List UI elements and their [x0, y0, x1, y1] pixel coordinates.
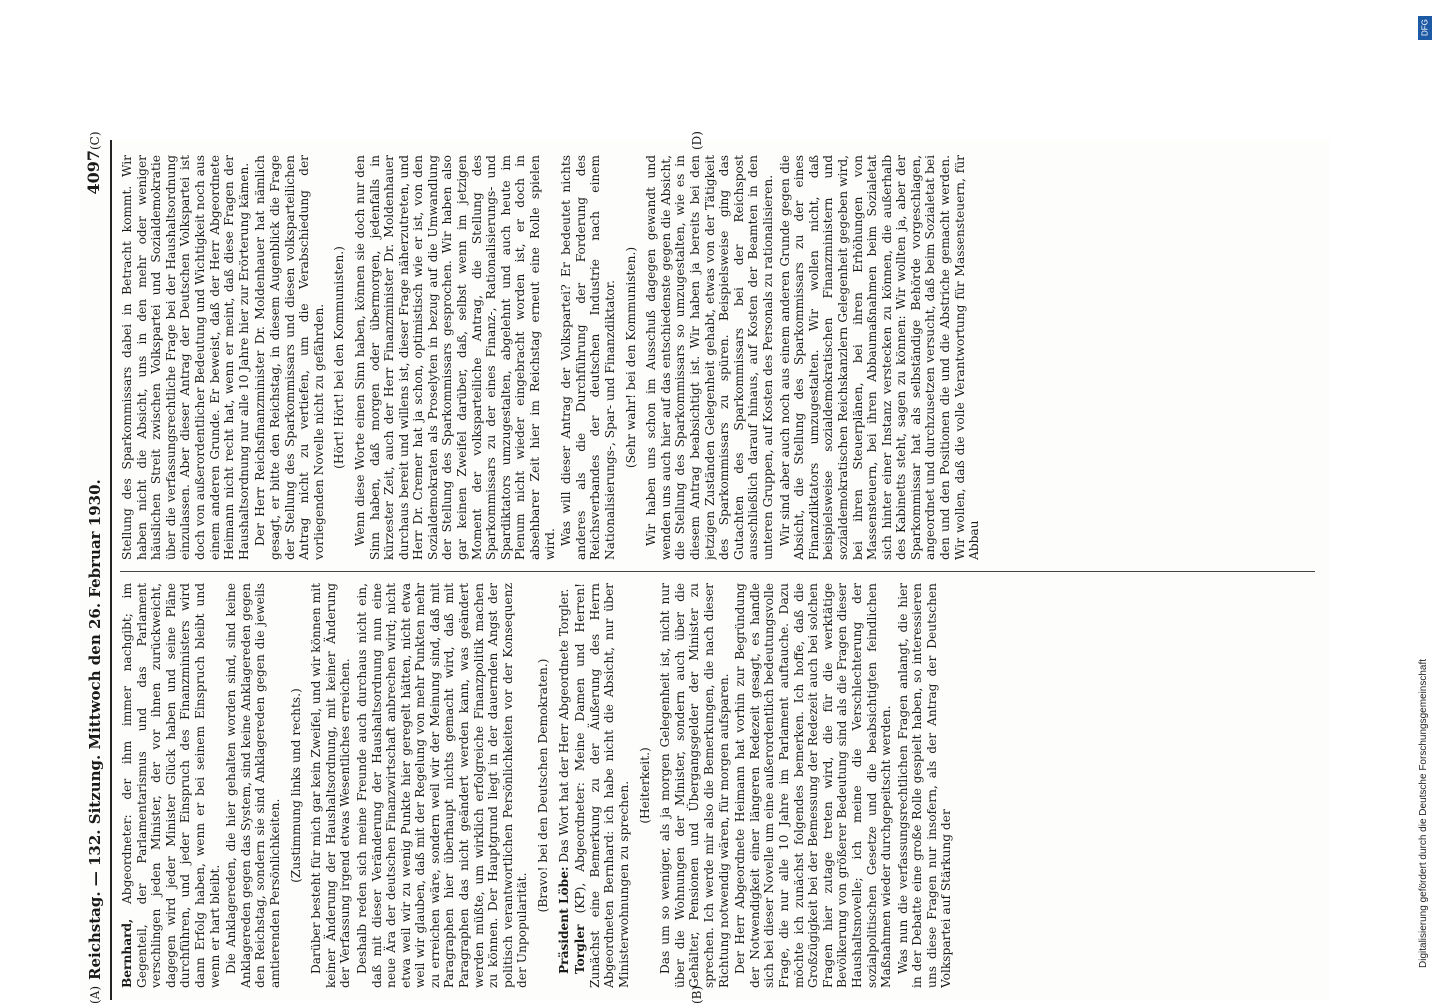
running-title: Reichstag. — 132. Sitzung. Mittwoch den 26. Februar 1930.	[86, 479, 104, 980]
paragraph	[573, 583, 631, 988]
speaker-role: Abgeordneter:	[120, 814, 134, 905]
paragraph: Der Herr Reichsfinanzminister Dr. Moldenhauer hat nämlich gesagt, er bitte den Reichstag, in diesem Augenblick die Frage der Stellung des Sparkommissars und diesen volksparteilichen Antrag nicht zu vertiefen, um die Verabschiedung der vorliegenden Novelle nicht zu gefährden.	[253, 155, 326, 560]
paragraph	[557, 583, 572, 988]
speaker-name: Bernhard,	[120, 918, 134, 988]
paragraph: Der Herr Abgeordnete Heimann hat vorhin zur Begründung der Notwendigkeit einer längeren Redezeit gesagt, es handle sich bei dieser Novelle um eine außerordentlich bedeutungsvolle Frage, die nur alle 10 Jahre im Parlament auftauche. Dazu möchte ich zunächst folgendes bemerken. Ich hoffe, daß die Großzügigkeit bei der Bemessung der Redezeit auch bei solchen Fragen hier zutage treten wird, die für die werktätige Bevölkerung von größerer Bedeutung sind als die Fragen dieser Haushaltsnovelle; ich meine die Verschlechterung der sozialpolitischen Gesetze und die beabsichtigten feindlichen Maßnahmen wieder durchgepeitscht werden.	[733, 583, 894, 988]
margin-marker-c: (C)	[88, 131, 102, 150]
paragraph: Stellung des Sparkommissars dabei in Betracht kommt. Wir haben nicht die Absicht, uns in den mehr oder weniger häuslichen Streit zwischen Volkspartei und Sozialdemokratie über die verfassungsrechtliche Frage bei der Haushaltsordnung einzulassen. Aber dieser Antrag der Deutschen Volkspartei ist doch von außerordentlicher Bedeutung und Wichtigkeit noch aus einem anderen Grunde. Er beweist, daß der Herr Abgeordnete Heimann nicht recht hat, wenn er meint, daß diese Fragen der Haushaltsordnung nur alle 10 Jahre hier zur Erörterung kämen.	[120, 155, 251, 560]
paragraph: Was nun die verfassungsrechtlichen Fragen anlangt, die hier in der Debatte eine große Rolle gespielt haben, so interessieren uns diese Fragen nur insofern, als der Antrag der Deutschen Volkspartei auf Stärkung der	[895, 583, 954, 988]
dfg-sidebar	[1418, 8, 1434, 968]
paragraph: Wir haben uns schon im Ausschuß dagegen gewandt und wenden uns auch hier auf das entschiedenste gegen die Absicht, die Stellung des Sparkommissars so umzugestalten, wie es in diesem Antrag beabsichtigt ist. Wir haben ja bereits bei den jetzigen Zuständen Gelegenheit gehabt, etwas von der Tätigkeit des Sparkommissars zu spüren. Beispielsweise ging das Gutachten des Sparkommissars bei der Reichspost ausschließlich darauf hinaus, auf Kosten der Beamten in den unteren Gruppen, auf Kosten des Personals zu rationalisieren.	[644, 155, 775, 560]
paragraph: Wir sind aber auch noch aus einem anderen Grunde gegen die Absicht, die Stellung des Sparkommissars zu der eines Finanzdiktators umzugestalten. Wir wollen nicht, daß beispielsweise sozialdemokratischen Finanzministern und sozialdemokratischen Reichskanzlern Gelegenheit gegeben wird, bei ihren Steuerplänen, bei ihren Erhöhungen von Massensteuern, bei ihren Abbaumaßnahmen beim Sozialetat sich hinter einer Instanz verstecken zu können, die außerhalb des Kabinetts steht, sagen zu können: Wir wollten ja, aber der Sparkommissar hat als selbständige Behörde vorgeschlagen, angeordnet und durchzusetzen versucht, daß beim Sozialetat bei den und den Positionen die und die Abstriche gemacht werden. Wir wollen, daß die volle Verantwortung für Massensteuern, für Abbau	[777, 155, 982, 560]
page-header	[80, 140, 112, 1000]
interjection: (Sehr wahr! bei den Kommunisten.)	[623, 246, 638, 469]
column-divider	[120, 571, 1315, 572]
paragraph-text: Das Wort hat der Herr Abgeordnete Torgler.	[556, 588, 571, 863]
paragraph: Wenn diese Worte einen Sinn haben, können sie doch nur den Sinn haben, daß morgen oder übermorgen, jedenfalls in kürzester Zeit, auch der Herr Finanzminister Dr. Moldenhauer durchaus bereit und willens ist, dieser Frage näherzutreten, und Herr Dr. Cremer hat ja schon, optimistisch wie er ist, von den Sozialdemokraten als Proselyten in bezug auf die Umwandlung der Stellung des Sparkommissars gesprochen. Wir haben also gar keinen Zweifel darüber, daß, selbst wenn im jetzigen Moment der volksparteiliche Antrag, die Stellung des Sparkommissars zu der eines Finanz-, Rationalisierungs- und Spardiktators umzugestalten, abgelehnt und auch heute im Plenum nicht wieder eingebracht worden ist, er doch in absehbarer Zeit hier im Reichstag erneut eine Rolle spielen wird.	[352, 155, 557, 560]
paragraph-text: (KP), Abgeordneter: Meine Damen und Herren! Zunächst eine Bemerkung zu der Äußerung des Herrn Abgeordneten Bernhard: ich habe nicht die Absicht, nur über Ministerwohnungen zu sprechen.	[573, 583, 631, 988]
interjection: (Bravo! bei den Deutschen Demokraten.)	[536, 658, 551, 913]
paragraph: Darüber besteht für mich gar kein Zweifel, und wir können mit keiner Änderung der Haushaltsordnung, mit keiner Änderung der Verfassung irgend etwas Wesentliches erreichen.	[309, 583, 353, 988]
dfg-notice: Digitalisierung gefördert durch die Deutsche Forschungsgemeinschaft	[1418, 658, 1429, 968]
interjection: (Zustimmung links und rechts.)	[288, 688, 303, 883]
interjection: (Heiterkeit.)	[637, 747, 652, 824]
dfg-logo: DFG	[1418, 16, 1432, 40]
left-column	[120, 583, 1320, 988]
interjection: (Hört! Hört! bei den Kommunisten.)	[332, 246, 347, 469]
margin-marker-d: (D)	[690, 131, 704, 150]
document-page	[80, 131, 1330, 1004]
paragraph-text: der ihm immer nachgibt; im Gegenteil, der Parlamentarismus und das Parlament verschlingen jeden Minister, der vor ihnen zurückweicht, dagegen wird jeder Minister Glück haben und seine Pläne durchführen, und jeder Einspruch des Finanzministers wird dann Erfolg haben, wenn er bei seinem Einspruch bleibt und wenn er hart bleibt.	[120, 583, 222, 988]
speaker-name: Präsident Löbe:	[556, 866, 571, 974]
page-number: 4097	[84, 150, 103, 195]
right-column	[120, 155, 1320, 560]
margin-marker-b: (B)	[690, 985, 704, 1004]
paragraph: Was will dieser Antrag der Volkspartei? Er bedeutet nichts anderes als die Durchführung der Forderung des Reichsverbandes der deutschen Industrie nach einem Nationalisierungs-, Spar- und Finanzdiktator.	[559, 155, 617, 560]
paragraph: Das um so weniger, als ja morgen Gelegenheit ist, nicht nur über die Wohnungen der Minister, sondern auch über die Gehälter, Pensionen und Übergangsgelder der Minister zu sprechen. Ich werde mir also die Bemerkungen, die nach dieser Richtung notwendig wären, für morgen aufsparen.	[658, 583, 731, 988]
paragraph: Deshalb reden sich meine Freunde auch durchaus nicht ein, daß mit dieser Veränderung der Haushaltsordnung nun eine neue Ära der deutschen Finanzwirtschaft anbrechen wird; nicht etwa weil wir zu wenig Punkte hier geregelt hätten, nicht etwa weil wir glauben, daß mit der Regelung von mehr Punkten mehr zu erreichen wäre, sondern weil wir der Meinung sind, daß mit Paragraphen hier überhaupt nichts gemacht wird, daß mit Paragraphen das nicht geändert werden kann, was geändert werden müßte, um wirklich erfolgreiche Finanzpolitik machen zu können. Der Hauptgrund liegt in der dauernden Angst der politisch verantwortlichen Persönlichkeiten vor der Konsequenz der Unpopularität.	[354, 583, 530, 988]
speaker-name: Torgler	[573, 924, 588, 974]
paragraph	[120, 583, 222, 988]
margin-marker-a: (A)	[88, 985, 102, 1004]
paragraph: Die Anklagereden, die hier gehalten worden sind, sind keine Anklagereden gegen das System, sind keine Anklagereden gegen den Reichstag, sondern sie sind Anklagereden gegen die jeweils amtierenden Persönlichkeiten.	[224, 583, 282, 988]
